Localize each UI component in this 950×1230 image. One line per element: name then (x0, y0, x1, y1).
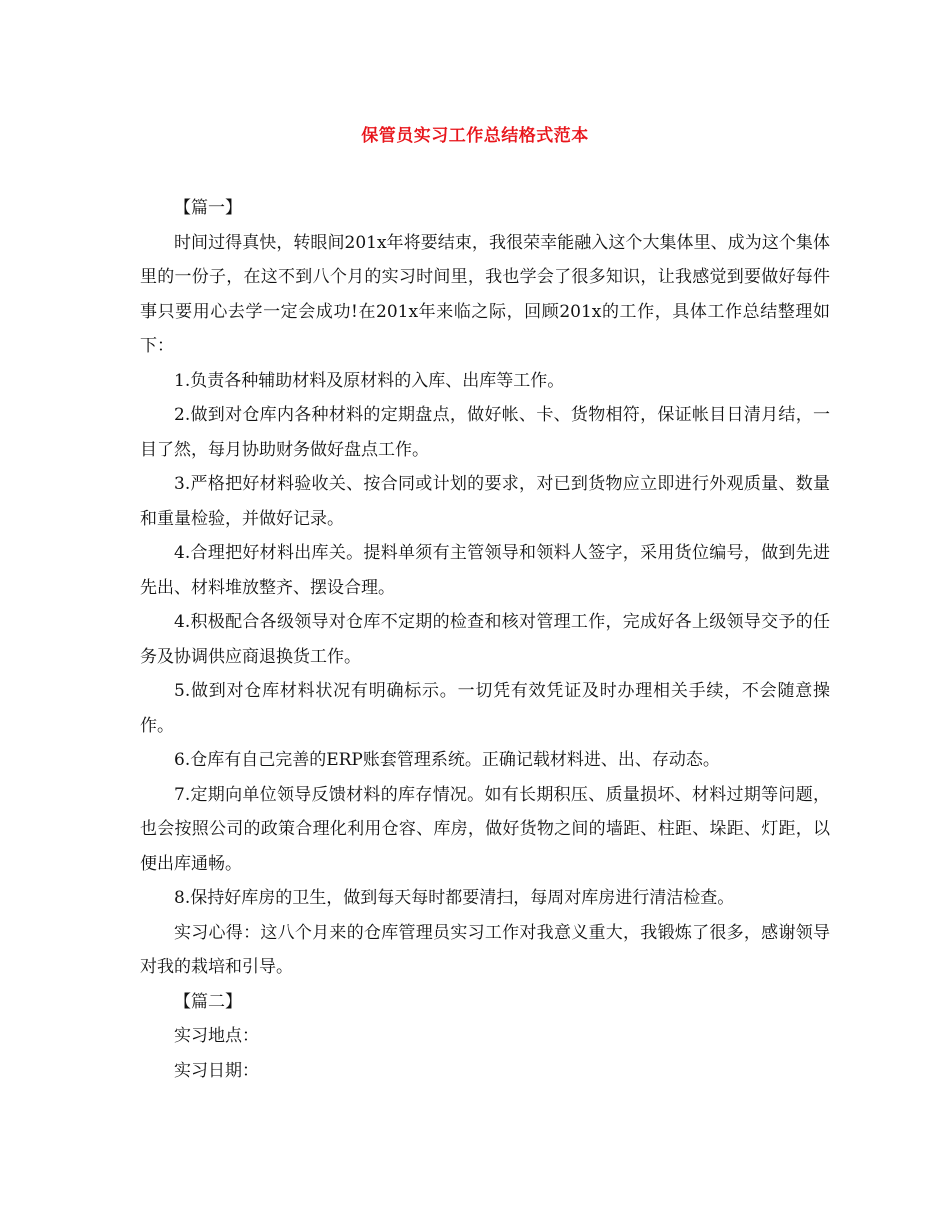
list-item-4a: 4.合理把好材料出库关。提料单须有主管领导和领料人签字，采用货位编号，做到先进先出、材料堆放整齐、摆设合理。 (140, 543, 830, 598)
intro-paragraph: 时间过得真快，转眼间201x年将要结束，我很荣幸能融入这个大集体里、成为这个集体里的一份子，在这不到八个月的实习时间里，我也学会了很多知识，让我感觉到要做好每件事只要用心去学一定会成功!在201x年来临之际，回顾201x的工作，具体工作总结整理如下： (140, 232, 830, 356)
list-item-6: 6.仓库有自己完善的ERP账套管理系统。正确记载材料进、出、存动态。 (174, 750, 720, 770)
internship-location-label: 实习地点： (174, 1026, 259, 1046)
list-item-3: 3.严格把好材料验收关、按合同或计划的要求，对已到货物应立即进行外观质量、数量和重量检验，并做好记录。 (140, 474, 830, 529)
list-item-1: 1.负责各种辅助材料及原材料的入库、出库等工作。 (174, 370, 565, 391)
list-item-4b: 4.积极配合各级领导对仓库不定期的检查和核对管理工作，完成好各上级领导交予的任务及协调供应商退换货工作。 (140, 612, 830, 667)
list-item-8: 8.保持好库房的卫生，做到每天每时都要清扫，每周对库房进行清洁检查。 (174, 888, 735, 908)
internship-reflection: 实习心得：这八个月来的仓库管理员实习工作对我意义重大，我锻炼了很多，感谢领导对我的栽培和引导。 (140, 922, 830, 977)
document-title: 保管员实习工作总结格式范本 (361, 126, 589, 146)
internship-date-label: 实习日期： (174, 1060, 259, 1081)
list-item-2: 2.做到对仓库内各种材料的定期盘点，做好帐、卡、货物相符，保证帐目日清月结，一目了然，每月协助财务做好盘点工作。 (140, 405, 830, 460)
list-item-5: 5.做到对仓库材料状况有明确标示。一切凭有效凭证及时办理相关手续，不会随意操作。 (140, 681, 830, 736)
section-heading-2: 【篇二】 (174, 991, 242, 1012)
document-body (140, 191, 830, 1088)
section-heading-1: 【篇一】 (174, 198, 242, 218)
list-item-7: 7.定期向单位领导反馈材料的库存情况。如有长期积压、质量损坏、材料过期等问题，也会按照公司的政策合理化利用仓容、库房，做好货物之间的墙距、柱距、垛距、灯距，以便出库通畅。 (140, 784, 830, 874)
